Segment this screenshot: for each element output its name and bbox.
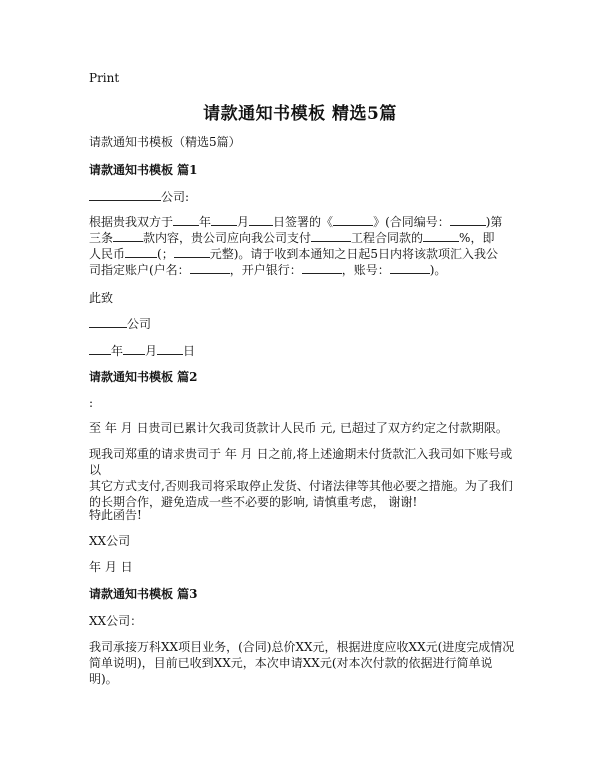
page-title: 请款通知书模板 精选5篇 xyxy=(203,104,397,124)
s1-line-4: 司指定账户(户名： ，开户银行： ，账号： )。 xyxy=(89,263,447,277)
s3-addressee: XX公司： xyxy=(89,614,143,628)
s1-line-3: 人民币 (； 元整)。请于收到本通知之日起5日内将该款项汇入我公 xyxy=(89,247,499,261)
blank-field xyxy=(89,316,127,328)
s2-date: 年 月 日 xyxy=(89,560,133,574)
s2-paragraph-2: 现我司郑重的请求贵司于 年 月 日之前,将上述逾期未付货款汇入我司如下账号或以 其它方式支付,否则我司将采取停止发货、付诸法律等其他必要之措施。为了我们 的长期合作，避免造成一些不必要的影响, 请慎重考虑， 谢谢! xyxy=(89,447,513,509)
s3-paragraph-1: 我司承接万科XX项目业务，(合同)总价XX元，根据进度应收XX元(进度完成情况 简单说明)，目前已收到XX元，本次申请XX元(对本次付款的依据进行简单说明)。 xyxy=(89,640,515,686)
s1-line-2: 三条 款内容，贵公司应向我公司支付 工程合同款的 %，即 xyxy=(89,231,495,245)
s1-line-1: 根据贵我双方于 年 月 日签署的《 》(合同编号： )第 xyxy=(89,215,503,229)
s1-date: 年 月 日 xyxy=(89,343,519,359)
s2-notice: 特此函告! xyxy=(89,508,142,522)
s2-colon: : xyxy=(89,396,94,410)
s1-company-suffix: 公司: xyxy=(161,190,190,204)
print-label[interactable]: Print xyxy=(89,71,120,85)
s2-company: XX公司 xyxy=(89,534,131,548)
subtitle: 请款通知书模板（精选5篇） xyxy=(89,135,241,149)
s1-paragraph xyxy=(89,214,519,278)
s1-closing: 此致 xyxy=(89,291,114,305)
s1-sign-company: 公司 xyxy=(89,316,519,332)
section-1-heading: 请款通知书模板 篇1 xyxy=(89,163,198,177)
blank-field xyxy=(89,189,161,201)
section-2-heading: 请款通知书模板 篇2 xyxy=(89,370,198,384)
s2-paragraph-1: 至 年 月 日贵司已累计欠我司货款计人民币 元, 已超过了双方约定之付款期限。 xyxy=(89,421,508,435)
s1-addressee xyxy=(89,189,519,205)
section-3-heading: 请款通知书模板 篇3 xyxy=(89,587,198,601)
